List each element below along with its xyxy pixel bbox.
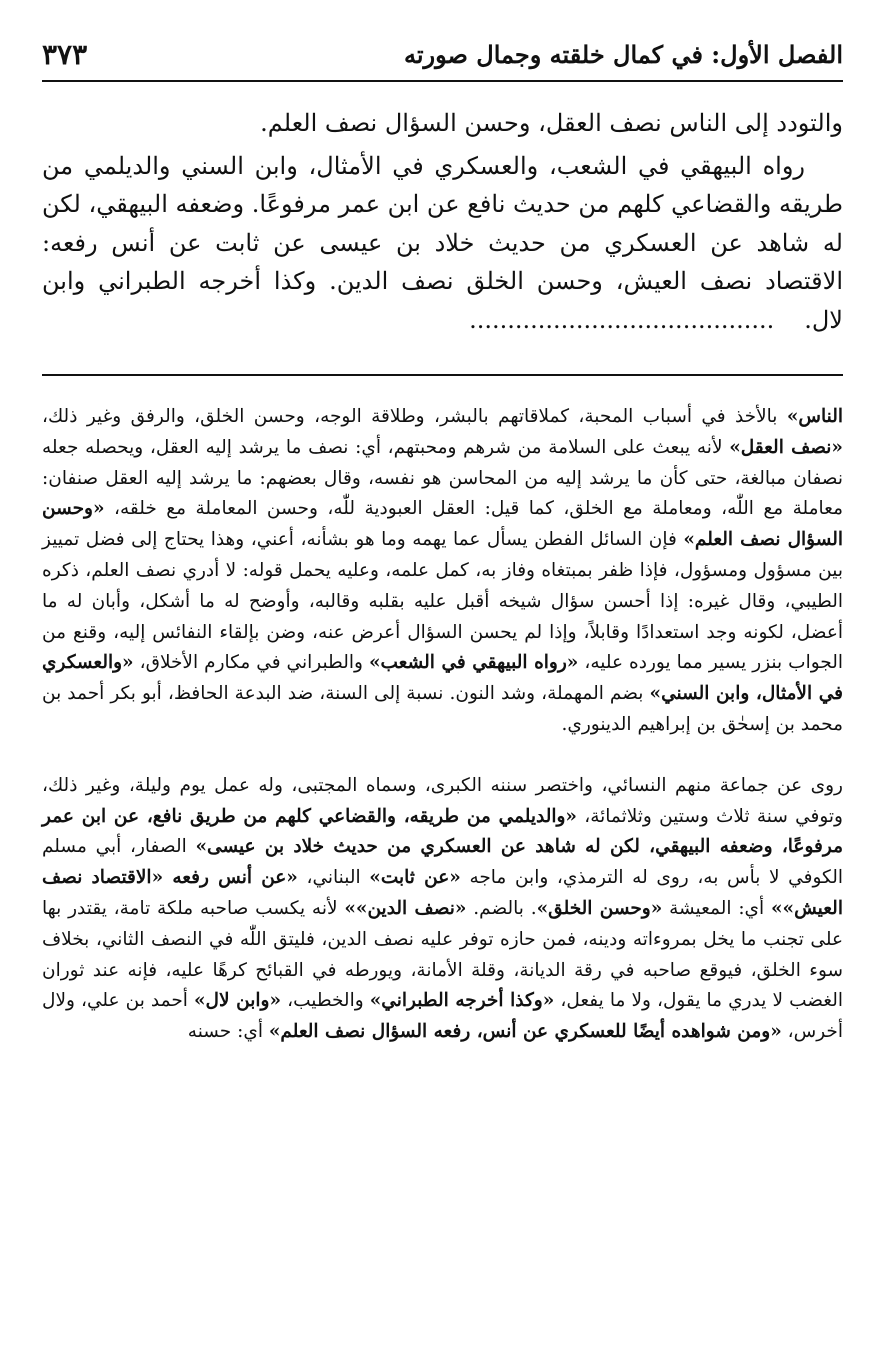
chapter-title: الفصل الأول: في كمال خلقته وجمال صورته bbox=[403, 39, 843, 69]
page-header bbox=[42, 28, 843, 82]
commentary-text-segment: البناني، bbox=[297, 867, 370, 889]
commentary-text-segment: لأنه يبعث على السلامة من شرهم ومحبتهم، أي: نصف ما يرشد إليه العقل، ويحصله جعله نصفان مبالغة، حتى كأن ما يرشد إليه من المحاسن هو نفسه، وقال بعضهم: ما يرشد إليه العقل صنفان: معاملة مع اللّٰه، ومعاملة مع الخلق، كما قيل: العقل العبودية للّٰه، وحسن المعاملة مع خلقه، bbox=[42, 436, 843, 520]
main-text-line: والتودد إلى الناس نصف العقل، وحسن السؤال نصف العلم. bbox=[260, 109, 843, 137]
quoted-matn-segment: «نصف العقل» bbox=[729, 436, 843, 458]
quoted-matn-segment: «وحسن الخلق» bbox=[536, 897, 663, 919]
quoted-matn-segment: «رواه البيهقي في الشعب» bbox=[368, 652, 579, 674]
quoted-matn-segment: «عن ثابت» bbox=[369, 867, 461, 889]
commentary-text-segment: لأنه يكسب صاحبه ملكة تامة، يقتدر بها على تجنب ما يخل بمروءاته ودينه، فمن حازه توفر عليه نصف الدين، فليتق اللّٰه في النصف الثاني، بخلاف سوء الخلق، فيوقع صاحبه في رقة الديانة، وقلة الأمانة، ويورطه في القبائح كرهًا عليه، فإنه عند ثوران الغضب لا يدري ما يقول، ولا ما يفعل، bbox=[42, 897, 844, 1012]
main-text bbox=[42, 104, 843, 339]
quoted-matn-segment: «وكذا أخرجه الطبراني» bbox=[369, 990, 555, 1012]
dotted-leader: ........................................ bbox=[469, 305, 775, 334]
quoted-matn-segment: «عن أنس رفعه «الاقتصاد نصف العيش»» bbox=[42, 867, 843, 919]
commentary-text-segment: بالأخذ في أسباب المحبة، كملاقاتهم بالبشر، وطلاقة الوجه، وحسن الخلق، والرفق وغير ذلك، bbox=[42, 406, 787, 427]
quoted-matn-segment: «وابن لال» bbox=[193, 990, 282, 1012]
commentary bbox=[42, 402, 843, 1048]
page-number: ٣٧٣ bbox=[42, 37, 88, 71]
commentary-text-segment: والخطيب، bbox=[281, 990, 370, 1012]
commentary-text-segment: أحمد بن علي، ولال أخرس، bbox=[42, 990, 843, 1043]
commentary-text-segment: . بالضم. bbox=[466, 897, 537, 919]
quoted-matn-segment: «والديلمي من طريقه، والقضاعي كلهم من طريق نافع، عن ابن عمر مرفوعًا، وضعفه البيهقي، لكن له شاهد عن العسكري من حديث خلاد بن عيسى» bbox=[42, 805, 843, 858]
separator-rule bbox=[42, 374, 843, 376]
commentary-text-segment: بضم المهملة، وشد النون. نسبة إلى السنة، ضد البدعة الحافظ، أبو بكر أحمد بن محمد بن إسحٰق بن إبراهيم الدينوري. bbox=[42, 683, 843, 735]
commentary-text-segment: أي: حسنه bbox=[187, 1021, 269, 1043]
commentary-text-segment: أي: المعيشة bbox=[662, 897, 771, 919]
commentary-text-segment: والطبراني في مكارم الأخلاق، bbox=[133, 652, 369, 674]
commentary-paragraph-2 bbox=[42, 771, 843, 1048]
quoted-matn-segment: الناس» bbox=[786, 406, 843, 427]
quoted-matn-segment: «والعسكري في الأمثال، وابن السني» bbox=[42, 652, 844, 705]
commentary-paragraph-1 bbox=[42, 402, 843, 741]
commentary-text-segment: فإن السائل الفطن يسأل عما يهمه وما هو بشأنه، أعني، وهذا يحتاج إلى فضل تمييز بين مسؤول ومسؤول، فإذا ظفر بمبتغاه وفاز به، كمل علمه، وعليه يحمل قوله: لا أدري نصف العلم، ذكره الطيبي، وقال غيره: إذا أحسن سؤال شيخه أقبل عليه بقلبه وقالبه، وأوضح له ما أشكل، وأبان له ما أعضل، لكونه وجد استعدادًا وقابلاً، وإذا لم يحسن السؤال أعرض عنه، وضن بإلقاء النفائس إليه، وقنع من الجواب بنزر يسير مما يورده عليه، bbox=[42, 529, 843, 674]
quoted-matn-segment: «وحسن السؤال نصف العلم» bbox=[42, 498, 843, 551]
quoted-matn-segment: «نصف الدين»» bbox=[344, 897, 467, 919]
main-text-body: رواه البيهقي في الشعب، والعسكري في الأمثال، وابن السني والديلمي من طريقه والقضاعي كلهم من حديث نافع عن ابن عمر مرفوعًا. وضعفه البيهقي، لكن له شاهد عن العسكري من حديث خلاد بن عيسى عن ثابت عن أنس رفعه: الاقتصاد نصف العيش، وحسن الخلق نصف الدين. وكذا أخرجه الطبراني وابن لال. bbox=[42, 151, 843, 334]
quoted-matn-segment: «ومن شواهده أيضًا للعسكري عن أنس، رفعه السؤال نصف العلم» bbox=[268, 1021, 782, 1043]
main-text-paragraph bbox=[42, 147, 843, 340]
commentary-text-segment: روى عن جماعة منهم النسائي، واختصر سننه الكبرى، وسماه المجتبى، وله عمل يوم وليلة، وغير ذلك، وتوفي سنة ثلاث وستين وثلاثمائة، bbox=[42, 774, 843, 827]
commentary-text-segment: الصفار، أبي مسلم الكوفي لا بأس به، روى له الترمذي، وابن ماجه bbox=[42, 836, 843, 889]
